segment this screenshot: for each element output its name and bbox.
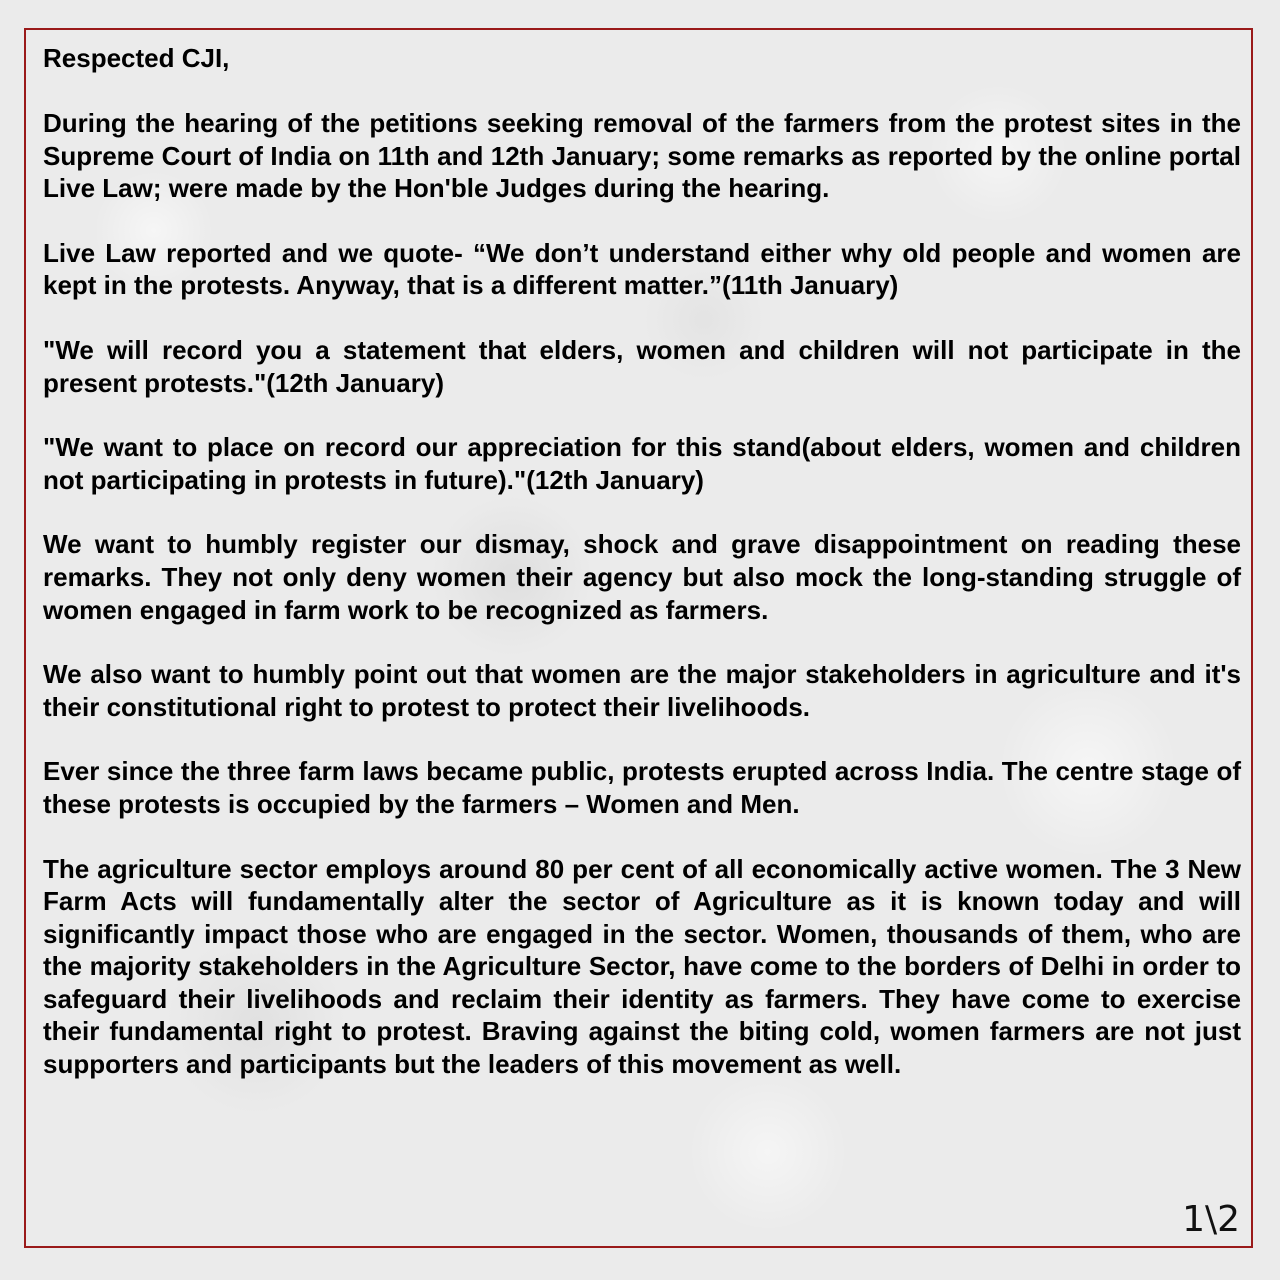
paragraph-dismay: We want to humbly register our dismay, shock and grave disappointment on reading these remarks. They not only deny women their agency but also mock the long-standing struggle of women engaged in farm work to be recognized as farmers. <box>43 529 1241 625</box>
paragraph-record-statement-quote: "We will record you a statement that elders, women and children will not participate in the present protests."(12th January) <box>43 334 1241 398</box>
paragraph-agriculture-sector: The agriculture sector employs around 80 per cent of all economically active women. The 3 New Farm Acts will fundamentally alter the sector of Agriculture as it is known today and will significantly impact those who are engaged in the sector. Women, thousands of them, who are the majority stakeholders in the Agriculture Sector, have come to the borders of Delhi in order to safeguard their livelihoods and reclaim their identity as farmers. They have come to exercise their fundamental right to protest. Braving against the biting cold, women farmers are not just supporters and participants but the leaders of this movement as well. <box>43 853 1241 1080</box>
page-number: 1\2 <box>1182 1199 1240 1240</box>
paragraph-stakeholders: We also want to humbly point out that women are the major stakeholders in agriculture and it's their constitutional right to protest to protect their livelihoods. <box>43 659 1241 722</box>
letter-body <box>43 42 1241 1113</box>
paragraph-live-law-quote: Live Law reported and we quote- “We don’t understand either why old people and women are kept in the protests. Anyway, that is a different matter.”(11th January) <box>43 237 1241 301</box>
salutation: Respected CJI, <box>43 43 230 73</box>
paragraph-appreciation-quote: "We want to place on record our appreciation for this stand(about elders, women and children not participating in protests in future)."(12th January) <box>43 432 1241 495</box>
paragraph-protests-erupted: Ever since the three farm laws became public, protests erupted across India. The centre stage of these protests is occupied by the farmers – Women and Men. <box>43 756 1241 819</box>
paragraph-hearing-context: During the hearing of the petitions seeking removal of the farmers from the protest sites in the Supreme Court of India on 11th and 12th January; some remarks as reported by the online portal Live Law; were made by the Hon'ble Judges during the hearing. <box>43 108 1241 204</box>
